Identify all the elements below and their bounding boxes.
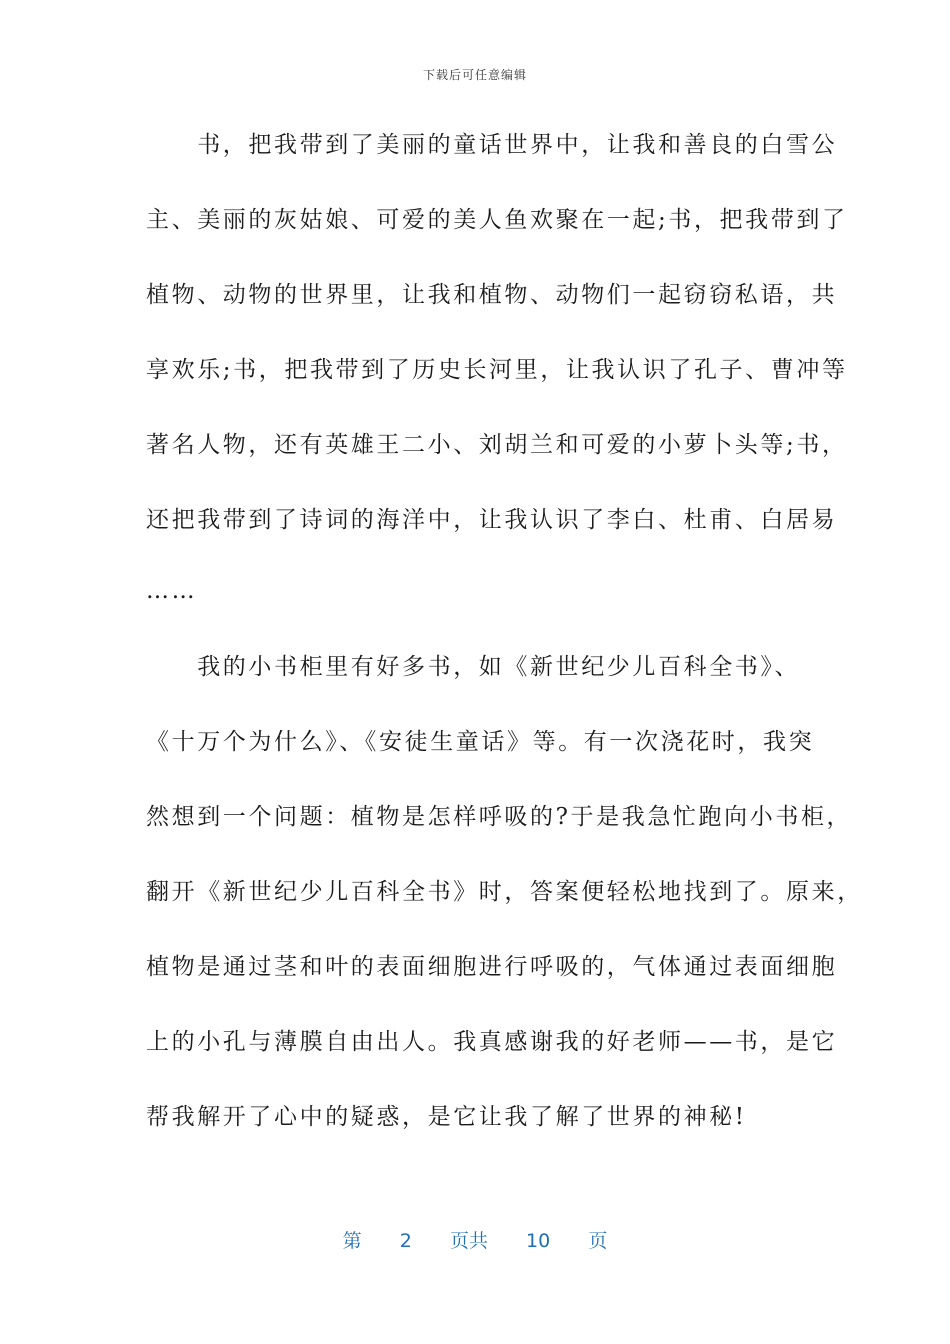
paragraph-1-line-1: 书，把我带到了美丽的童话世界中，让我和善良的白雪公 — [146, 132, 838, 158]
paragraph-1-line-2: 主、美丽的灰姑娘、可爱的美人鱼欢聚在一起;书，把我带到了 — [146, 207, 848, 233]
header-note: 下载后可任意编辑 — [422, 68, 527, 82]
paragraph-2-line-7: 帮我解开了心中的疑惑，是它让我了解了世界的神秘! — [146, 1104, 747, 1130]
paragraph-2-line-5: 植物是通过茎和叶的表面细胞进行呼吸的，气体通过表面细胞 — [146, 954, 838, 980]
paragraph-2-line-2: 《十万个为什么》、《安徒生童话》等。有一次浇花时，我突 — [146, 729, 815, 755]
paragraph-1-line-5: 著名人物，还有英雄王二小、刘胡兰和可爱的小萝卜头等;书， — [146, 432, 848, 458]
page-number-current: 2 — [399, 1230, 412, 1252]
page-footer — [0, 1226, 950, 1253]
page-number-total: 10 — [526, 1230, 551, 1252]
paragraph-1-line-4: 享欢乐;书，把我带到了历史长河里，让我认识了孔子、曹冲等 — [146, 357, 848, 383]
paragraph-2-line-4: 翻开《新世纪少儿百科全书》时，答案便轻松地找到了。原来， — [146, 879, 863, 905]
page-label-suffix: 页 — [588, 1230, 608, 1252]
paragraph-1-line-6: 还把我带到了诗词的海洋中，让我认识了李白、杜甫、白居易 — [146, 507, 838, 533]
paragraph-2-line-3: 然想到一个问题：植物是怎样呼吸的?于是我急忙跑向小书柜， — [146, 804, 853, 830]
page-label-middle: 页共 — [449, 1230, 488, 1252]
paragraph-1-line-7: …… — [146, 578, 198, 604]
paragraph-1-line-3: 植物、动物的世界里，让我和植物、动物们一起窃窃私语，共 — [146, 282, 838, 308]
paragraph-2-line-6: 上的小孔与薄膜自由出人。我真感谢我的好老师——书，是它 — [146, 1029, 838, 1055]
page-label-prefix: 第 — [342, 1230, 362, 1252]
paragraph-2-line-1: 我的小书柜里有好多书，如《新世纪少儿百科全书》、 — [146, 654, 801, 680]
